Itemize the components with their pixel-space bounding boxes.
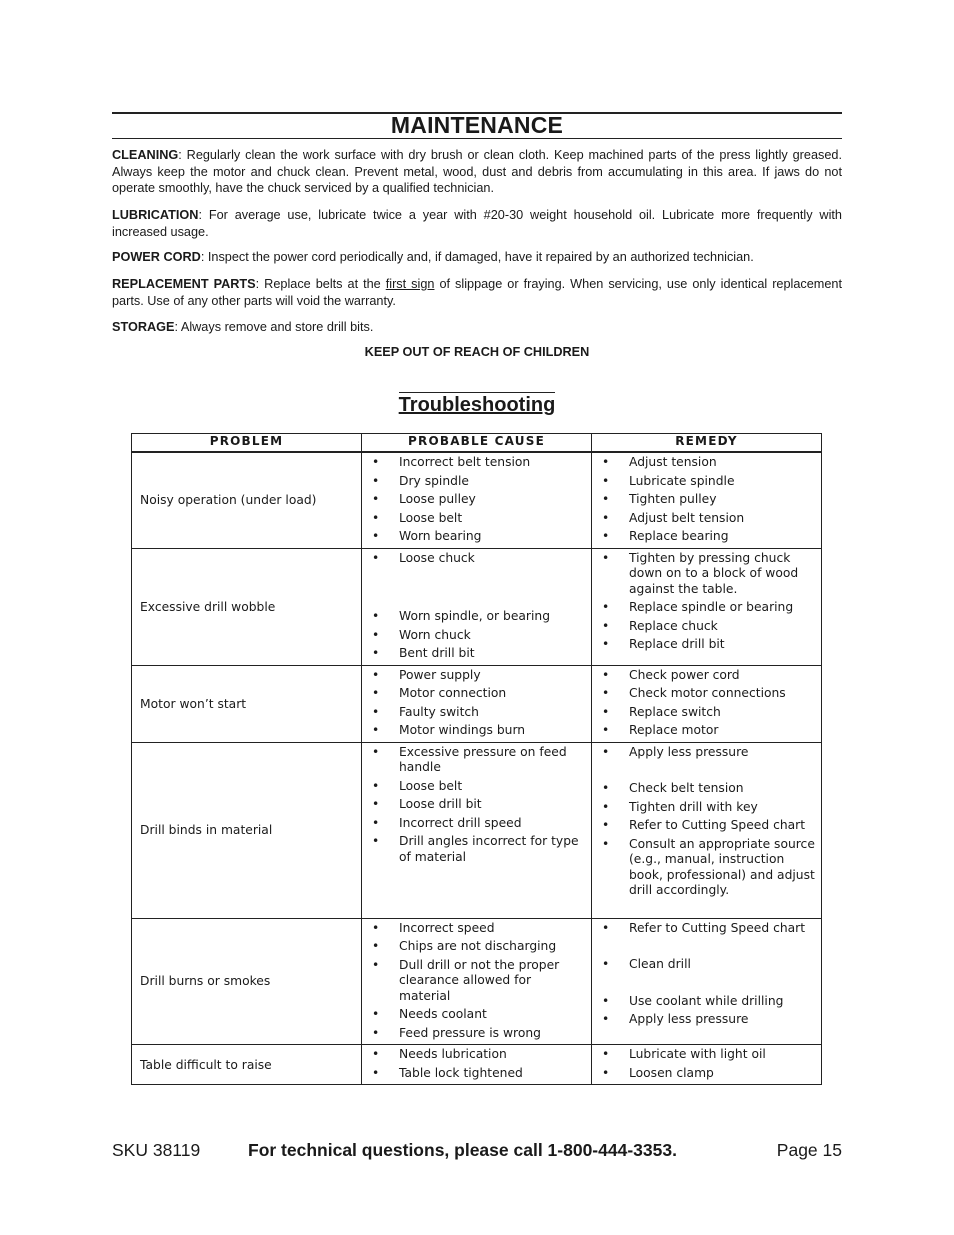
table-row [132,742,822,918]
remedy-item: • Apply less pressure [600,745,815,761]
cause-item: • Drill angles incorrect for type of material [370,834,585,865]
causes-cell [362,548,592,665]
cleaning-paragraph [112,147,842,197]
page-title: MAINTENANCE [390,112,564,138]
cause-item: • Worn bearing [370,529,585,545]
power-cord-paragraph [112,249,842,266]
problem-cell: Drill burns or smokes [132,918,362,1045]
replacement-parts-underlined: first sign [385,277,435,291]
problem-cell: Noisy operation (under load) [132,452,362,548]
cause-item: • Motor connection [370,686,585,702]
cause-item: • Chips are not discharging [370,939,585,955]
remedy-item: • Replace motor [600,723,815,739]
problem-cell: Excessive drill wobble [132,548,362,665]
cause-item: • Motor windings burn [370,723,585,739]
causes-cell [362,742,592,918]
remedy-item: • Tighten by pressing chuck down on to a block of wood against the table. [600,551,815,598]
header-cause: PROBABLE CAUSE [362,434,592,453]
cause-item: • Dry spindle [370,474,585,490]
remedy-item: • Check power cord [600,668,815,684]
cause-item: • Worn chuck [370,628,585,644]
cause-item: • Loose belt [370,779,585,795]
remedy-item: • Check motor connections [600,686,815,702]
cause-item: • Feed pressure is wrong [370,1026,585,1042]
remedies-cell [592,665,822,742]
cause-item: • Needs coolant [370,1007,585,1023]
storage-paragraph [112,319,842,336]
lubrication-text: : For average use, lubricate twice a year with #20-30 weight household oil. Lubricate more frequently with increased usage. [112,208,842,239]
cause-item: • Loose chuck [370,551,585,567]
remedy-item: • Replace spindle or bearing [600,600,815,616]
cause-item: • Incorrect belt tension [370,455,585,471]
remedy-item: • Consult an appropriate source (e.g., manual, instruction book, professional) and adjust drill accordingly. [600,837,815,899]
remedy-item: • Refer to Cutting Speed chart [600,921,815,937]
remedies-cell [592,548,822,665]
troubleshooting-heading-wrap [0,394,954,417]
replacement-parts-paragraph [112,276,842,309]
storage-label: STORAGE [112,320,175,334]
cause-item: • Incorrect drill speed [370,816,585,832]
remedies-cell [592,452,822,548]
spacer [370,569,585,609]
troubleshooting-table [131,433,822,1085]
title-bar [112,112,842,139]
cause-item: • Faulty switch [370,705,585,721]
lubrication-paragraph [112,207,842,240]
remedy-item: • Loosen clamp [600,1066,815,1082]
remedies-cell [592,1045,822,1085]
cleaning-label: CLEANING [112,148,179,162]
spacer [600,976,815,994]
remedies-cell [592,742,822,918]
cause-item: • Incorrect speed [370,921,585,937]
remedy-item: • Replace drill bit [600,637,815,653]
cause-item: • Loose belt [370,511,585,527]
storage-text: : Always remove and store drill bits. [174,320,374,334]
footer-tech-line: For technical questions, please call 1-800-444-3353. [248,1140,677,1160]
cleaning-text: : Regularly clean the work surface with dry brush or clean cloth. Keep machined parts of the press lightly greased. Always keep the motor and chuck clean. Prevent metal, wood, dust and debris from accumulating in this area. If jaws do not operate smoothly, have the chuck serviced by a qualified technician. [112,148,842,195]
cause-item: • Loose pulley [370,492,585,508]
power-cord-text: : Inspect the power cord periodically and, if damaged, have it repaired by an authorized technician. [200,250,754,264]
troubleshooting-title: Troubleshooting [398,394,556,416]
table-header-row [132,434,822,453]
remedies-cell [592,918,822,1045]
remedy-item: • Lubricate with light oil [600,1047,815,1063]
cause-item: • Worn spindle, or bearing [370,609,585,625]
problem-cell: Motor won’t start [132,665,362,742]
problem-cell: Drill binds in material [132,742,362,918]
footer-sku: SKU 38119 [112,1140,201,1160]
remedy-item: • Adjust tension [600,455,815,471]
remedy-item: • Tighten drill with key [600,800,815,816]
table-row [132,665,822,742]
table-row [132,1045,822,1085]
replacement-parts-text-after: of slippage or fraying. When servicing, use only identical replacement parts. Use of any other parts will void the warranty. [112,277,843,308]
cause-item: • Dull drill or not the proper clearance allowed for material [370,958,585,1005]
causes-cell [362,452,592,548]
header-problem: PROBLEM [132,434,362,453]
children-warning: KEEP OUT OF REACH OF CHILDREN [364,345,590,359]
remedy-item: • Use coolant while drilling [600,994,815,1010]
cause-item: • Power supply [370,668,585,684]
table-row [132,918,822,1045]
remedy-item: • Tighten pulley [600,492,815,508]
cause-item: • Excessive pressure on feed handle [370,745,585,776]
remedy-item: • Replace chuck [600,619,815,635]
table-row [132,452,822,548]
table-row [132,548,822,665]
cause-item: • Table lock tightened [370,1066,585,1082]
replacement-parts-label: REPLACEMENT PARTS [112,277,256,291]
cause-item: • Loose drill bit [370,797,585,813]
problem-cell: Table difficult to raise [132,1045,362,1085]
remedy-item: • Replace switch [600,705,815,721]
spacer [600,763,815,781]
lubrication-label: LUBRICATION [112,208,199,222]
remedy-item: • Check belt tension [600,781,815,797]
causes-cell [362,918,592,1045]
remedy-item: • Clean drill [600,957,815,973]
cause-item: • Bent drill bit [370,646,585,662]
remedy-item: • Lubricate spindle [600,474,815,490]
causes-cell [362,665,592,742]
remedy-item: • Apply less pressure [600,1012,815,1028]
cause-item: • Needs lubrication [370,1047,585,1063]
power-cord-label: POWER CORD [112,250,201,264]
spacer [600,939,815,957]
remedy-item: • Refer to Cutting Speed chart [600,818,815,834]
replacement-parts-text-before: : Replace belts at the [255,277,386,291]
causes-cell [362,1045,592,1085]
remedy-item: • Replace bearing [600,529,815,545]
footer-page-number: Page 15 [776,1140,842,1160]
header-remedy: REMEDY [592,434,822,453]
remedy-item: • Adjust belt tension [600,511,815,527]
